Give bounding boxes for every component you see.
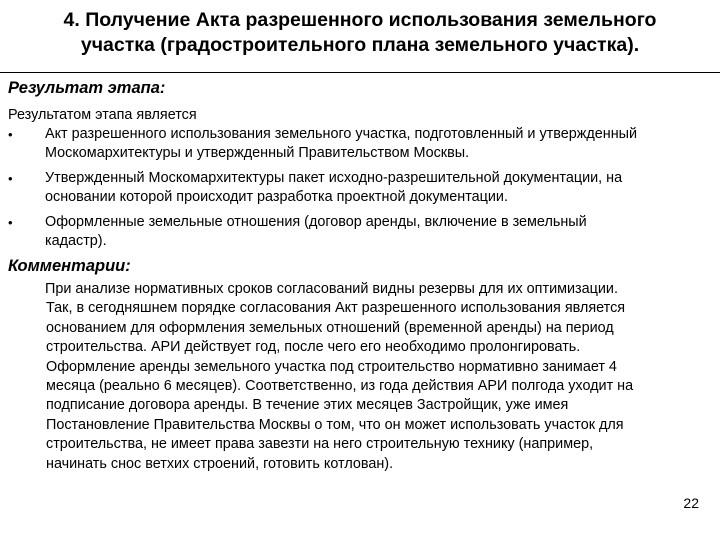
- slide-title-line: участка (градостроительного плана земельного участка).: [80, 34, 640, 56]
- slide-title-line: 4. Получение Акта разрешенного использования земельного: [63, 9, 657, 31]
- comment-line: Так, в сегодняшнем порядке согласования Акт разрешенного использования является: [46, 300, 626, 317]
- result-lead-text: Результатом этапа является: [8, 107, 197, 123]
- comment-line: начинать снос ветхих строений, готовить котлован).: [46, 455, 394, 472]
- comment-line: Постановление Правительства Москвы о том, что он может использовать участок для: [46, 416, 624, 433]
- comment-line: основанием для оформления земельных отношений (временной аренды) на период: [46, 319, 614, 336]
- comment-line: строительства. АРИ действует год, после чего его необходимо пролонгировать.: [46, 339, 581, 356]
- bullet-text-line: Акт разрешенного использования земельного участка, подготовленный и утвержденный: [45, 126, 638, 142]
- result-bullet-item: [8, 169, 718, 207]
- bullet-text-line: кадастр).: [45, 233, 107, 249]
- comments-heading: Комментарии:: [8, 257, 131, 275]
- comment-line: подписание договора аренды. В течение этих месяцев Застройщик, уже имея: [46, 397, 569, 414]
- comment-line: Оформление аренды земельного участка под строительство нормативно занимает 4: [46, 358, 617, 375]
- result-bullet-item: [8, 213, 718, 251]
- bullet-icon: •: [8, 171, 13, 186]
- bullet-text-line: Оформленные земельные отношения (договор аренды, включение в земельный: [45, 214, 587, 230]
- comments-paragraph: [30, 280, 710, 474]
- page-number: 22: [683, 495, 699, 511]
- comment-line: При анализе нормативных сроков согласований видны резервы для их оптимизации.: [45, 281, 618, 297]
- result-bullet-list: [8, 125, 718, 257]
- slide-title: [30, 8, 690, 58]
- bullet-icon: •: [8, 215, 13, 230]
- comment-line: строительства, не имеет права завезти на него строительную технику (например,: [46, 436, 594, 453]
- result-heading: Результат этапа:: [8, 79, 166, 97]
- result-bullet-item: [8, 125, 718, 163]
- bullet-icon: •: [8, 127, 13, 142]
- title-divider: [0, 72, 720, 73]
- bullet-text-line: основании которой происходит разработка проектной документации.: [45, 189, 508, 205]
- comment-line: месяца (реально 6 месяцев). Соответственно, из года действия АРИ полгода уходит на: [46, 378, 634, 395]
- bullet-text-line: Москомархитектуры и утвержденный Правительством Москвы.: [45, 145, 470, 161]
- bullet-text-line: Утвержденный Москомархитектуры пакет исходно-разрешительной документации, на: [45, 170, 623, 186]
